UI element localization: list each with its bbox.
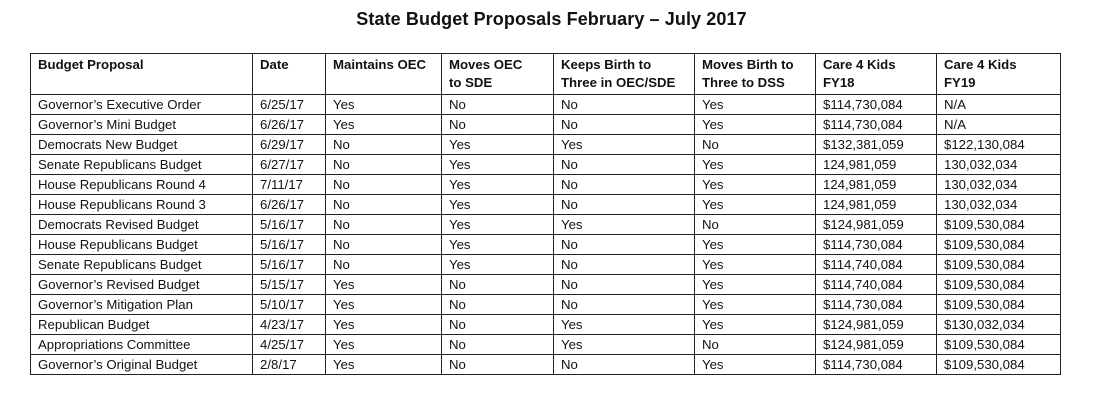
budget-proposal-header xyxy=(31,54,253,95)
fy19-cell: $122,130,084 xyxy=(937,135,1061,155)
fy18-cell: $114,730,084 xyxy=(816,115,937,135)
fy19-cell: $109,530,084 xyxy=(937,255,1061,275)
table-row xyxy=(31,115,1061,135)
header-label-line: Maintains OEC xyxy=(333,57,427,72)
maintains-oec-cell: No xyxy=(326,195,442,215)
fy18-cell: $132,381,059 xyxy=(816,135,937,155)
maintains-oec-cell: Yes xyxy=(326,115,442,135)
maintains-oec-cell: No xyxy=(326,155,442,175)
moves-birth-to-three-cell: Yes xyxy=(695,95,816,115)
fy19-cell: $130,032,034 xyxy=(937,315,1061,335)
fy19-cell: 130,032,034 xyxy=(937,175,1061,195)
moves-birth-to-three-cell: Yes xyxy=(695,175,816,195)
table-row xyxy=(31,335,1061,355)
maintains-oec-cell: Yes xyxy=(326,295,442,315)
fy18-cell: $114,740,084 xyxy=(816,275,937,295)
date-cell: 6/27/17 xyxy=(253,155,326,175)
date-cell: 5/10/17 xyxy=(253,295,326,315)
keeps-birth-to-three-cell: No xyxy=(554,235,695,255)
moves-oec-cell: Yes xyxy=(442,255,554,275)
moves-birth-to-three-cell: Yes xyxy=(695,115,816,135)
header-label-line: Care 4 Kids xyxy=(944,57,1017,72)
fy18-cell: $114,740,084 xyxy=(816,255,937,275)
date-cell: 5/16/17 xyxy=(253,215,326,235)
moves-birth-to-three-cell: Yes xyxy=(695,155,816,175)
keeps-birth-to-three-cell: No xyxy=(554,95,695,115)
proposal-name-cell: House Republicans Round 3 xyxy=(31,195,253,215)
proposal-name-cell: Republican Budget xyxy=(31,315,253,335)
moves-oec-cell: No xyxy=(442,315,554,335)
table-row xyxy=(31,275,1061,295)
moves-birth-to-three-cell: Yes xyxy=(695,195,816,215)
header-label-line: to SDE xyxy=(449,75,493,90)
moves-oec-cell: Yes xyxy=(442,135,554,155)
proposal-name-cell: Senate Republicans Budget xyxy=(31,155,253,175)
keeps-birth-to-three-cell: No xyxy=(554,295,695,315)
fy19-cell: $109,530,084 xyxy=(937,355,1061,375)
fy19-cell: 130,032,034 xyxy=(937,195,1061,215)
maintains-oec-cell: Yes xyxy=(326,355,442,375)
proposal-name-cell: Governor’s Original Budget xyxy=(31,355,253,375)
fy18-cell: $124,981,059 xyxy=(816,315,937,335)
keeps-birth-to-three-cell: No xyxy=(554,195,695,215)
header-label-line: Moves OEC xyxy=(449,57,523,72)
keeps-birth-to-three-cell: No xyxy=(554,155,695,175)
table-row xyxy=(31,255,1061,275)
date-cell: 5/16/17 xyxy=(253,235,326,255)
moves-birth-to-three-cell: Yes xyxy=(695,315,816,335)
table-row xyxy=(31,175,1061,195)
keeps-birth-to-three-cell: Yes xyxy=(554,215,695,235)
moves-oec-cell: No xyxy=(442,275,554,295)
table-row xyxy=(31,95,1061,115)
maintains-oec-cell: Yes xyxy=(326,315,442,335)
moves-birth-to-three-cell: Yes xyxy=(695,255,816,275)
moves-oec-cell: Yes xyxy=(442,195,554,215)
keeps-birth-to-three-cell: No xyxy=(554,355,695,375)
proposal-name-cell: House Republicans Round 4 xyxy=(31,175,253,195)
fy18-cell: 124,981,059 xyxy=(816,195,937,215)
maintains-oec-cell: Yes xyxy=(326,335,442,355)
fy18-cell: $124,981,059 xyxy=(816,335,937,355)
table-row xyxy=(31,235,1061,255)
moves-oec-cell: No xyxy=(442,355,554,375)
header-label-line: Three in OEC/SDE xyxy=(561,75,676,90)
fy18-cell: $124,981,059 xyxy=(816,215,937,235)
fy18-cell: $114,730,084 xyxy=(816,355,937,375)
moves-oec-cell: Yes xyxy=(442,235,554,255)
maintains-oec-cell: No xyxy=(326,215,442,235)
moves-oec-cell: Yes xyxy=(442,155,554,175)
fy18-cell: $114,730,084 xyxy=(816,95,937,115)
header-row xyxy=(31,54,1061,95)
moves-oec-cell: Yes xyxy=(442,215,554,235)
date-header xyxy=(253,54,326,95)
header-label-line: Three to DSS xyxy=(702,75,785,90)
table-row xyxy=(31,295,1061,315)
proposal-name-cell: House Republicans Budget xyxy=(31,235,253,255)
header-label-line: Keeps Birth to xyxy=(561,57,652,72)
table-row xyxy=(31,195,1061,215)
date-cell: 4/25/17 xyxy=(253,335,326,355)
maintains-oec-cell: No xyxy=(326,235,442,255)
fy18-cell: $114,730,084 xyxy=(816,235,937,255)
maintains-oec-cell: No xyxy=(326,175,442,195)
maintains-oec-cell: No xyxy=(326,135,442,155)
keeps-birth-to-three-cell: Yes xyxy=(554,135,695,155)
moves-birth-to-three-cell: Yes xyxy=(695,275,816,295)
proposal-name-cell: Appropriations Committee xyxy=(31,335,253,355)
care-4-kids-fy19-header xyxy=(937,54,1061,95)
date-cell: 6/26/17 xyxy=(253,115,326,135)
date-cell: 6/26/17 xyxy=(253,195,326,215)
date-cell: 5/16/17 xyxy=(253,255,326,275)
date-cell: 7/11/17 xyxy=(253,175,326,195)
budget-proposals-table xyxy=(30,53,1061,375)
table-row xyxy=(31,215,1061,235)
date-cell: 5/15/17 xyxy=(253,275,326,295)
keeps-birth-to-three-header xyxy=(554,54,695,95)
table-header xyxy=(31,54,1061,95)
proposal-name-cell: Democrats Revised Budget xyxy=(31,215,253,235)
proposal-name-cell: Governor’s Revised Budget xyxy=(31,275,253,295)
keeps-birth-to-three-cell: No xyxy=(554,275,695,295)
moves-birth-to-three-cell: Yes xyxy=(695,295,816,315)
moves-birth-to-three-cell: No xyxy=(695,335,816,355)
date-cell: 2/8/17 xyxy=(253,355,326,375)
moves-oec-cell: No xyxy=(442,95,554,115)
moves-birth-to-three-cell: No xyxy=(695,135,816,155)
fy19-cell: N/A xyxy=(937,95,1061,115)
fy19-cell: $109,530,084 xyxy=(937,215,1061,235)
header-label-line: FY19 xyxy=(944,75,976,90)
date-cell: 4/23/17 xyxy=(253,315,326,335)
table-row xyxy=(31,135,1061,155)
fy19-cell: 130,032,034 xyxy=(937,155,1061,175)
moves-birth-to-three-cell: Yes xyxy=(695,235,816,255)
moves-oec-cell: No xyxy=(442,335,554,355)
header-label-line: Moves Birth to xyxy=(702,57,794,72)
fy19-cell: $109,530,084 xyxy=(937,235,1061,255)
table-row xyxy=(31,315,1061,335)
table-row xyxy=(31,355,1061,375)
fy19-cell: N/A xyxy=(937,115,1061,135)
proposal-name-cell: Governor’s Mini Budget xyxy=(31,115,253,135)
keeps-birth-to-three-cell: No xyxy=(554,175,695,195)
fy19-cell: $109,530,084 xyxy=(937,295,1061,315)
moves-birth-to-three-cell: Yes xyxy=(695,355,816,375)
proposal-name-cell: Governor’s Executive Order xyxy=(31,95,253,115)
keeps-birth-to-three-cell: No xyxy=(554,115,695,135)
maintains-oec-cell: Yes xyxy=(326,95,442,115)
moves-birth-to-three-header xyxy=(695,54,816,95)
fy19-cell: $109,530,084 xyxy=(937,335,1061,355)
moves-oec-cell: No xyxy=(442,295,554,315)
proposal-name-cell: Governor’s Mitigation Plan xyxy=(31,295,253,315)
fy18-cell: $114,730,084 xyxy=(816,295,937,315)
moves-birth-to-three-cell: No xyxy=(695,215,816,235)
fy18-cell: 124,981,059 xyxy=(816,175,937,195)
header-label-line: Care 4 Kids xyxy=(823,57,896,72)
date-cell: 6/29/17 xyxy=(253,135,326,155)
table-row xyxy=(31,155,1061,175)
proposal-name-cell: Senate Republicans Budget xyxy=(31,255,253,275)
document-title: State Budget Proposals February – July 2017 xyxy=(356,9,747,29)
maintains-oec-header xyxy=(326,54,442,95)
moves-oec-cell: No xyxy=(442,115,554,135)
header-label-line: Budget Proposal xyxy=(38,57,144,72)
keeps-birth-to-three-cell: Yes xyxy=(554,315,695,335)
header-label-line: Date xyxy=(260,57,289,72)
maintains-oec-cell: No xyxy=(326,255,442,275)
table-body xyxy=(31,95,1061,375)
care-4-kids-fy18-header xyxy=(816,54,937,95)
proposal-name-cell: Democrats New Budget xyxy=(31,135,253,155)
keeps-birth-to-three-cell: No xyxy=(554,255,695,275)
header-label-line: FY18 xyxy=(823,75,855,90)
date-cell: 6/25/17 xyxy=(253,95,326,115)
moves-oec-to-sde-header xyxy=(442,54,554,95)
fy18-cell: 124,981,059 xyxy=(816,155,937,175)
fy19-cell: $109,530,084 xyxy=(937,275,1061,295)
maintains-oec-cell: Yes xyxy=(326,275,442,295)
moves-oec-cell: Yes xyxy=(442,175,554,195)
keeps-birth-to-three-cell: Yes xyxy=(554,335,695,355)
